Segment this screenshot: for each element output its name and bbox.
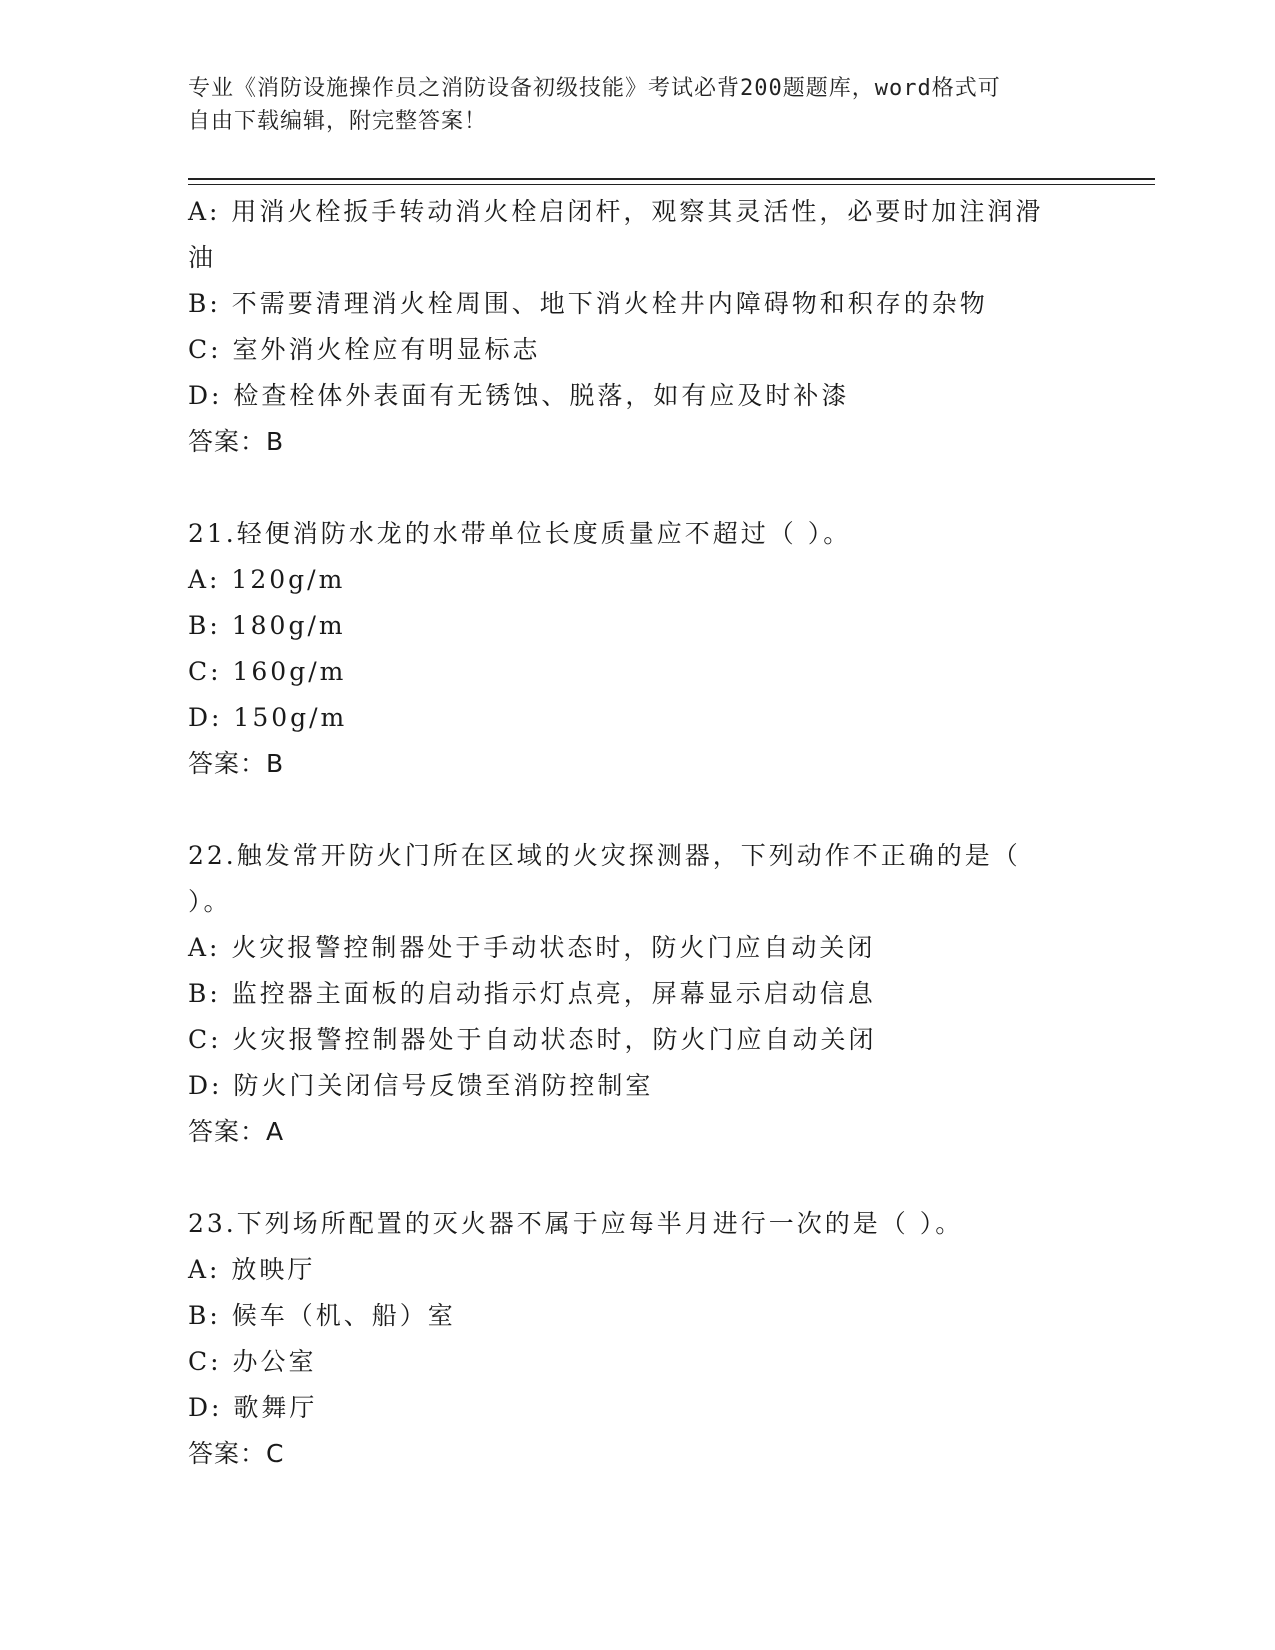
option-a: A: 火灾报警控制器处于手动状态时，防火门应自动关闭	[188, 933, 876, 962]
answer: 答案：C	[188, 1439, 285, 1468]
option-c: C: 160g/m	[188, 657, 347, 686]
spacer	[188, 1155, 1088, 1201]
option-a: A: 放映厅	[188, 1255, 316, 1284]
option-c: C: 火灾报警控制器处于自动状态时，防火门应自动关闭	[188, 1025, 877, 1054]
question-23	[188, 1201, 1088, 1477]
option-a: A: 120g/m	[188, 565, 346, 594]
answer: 答案：A	[188, 1117, 285, 1146]
header-line-2: 自由下载编辑，附完整答案！	[188, 109, 488, 134]
option-b: B: 候车（机、船）室	[188, 1301, 456, 1330]
option-b: B: 监控器主面板的启动指示灯点亮，屏幕显示启动信息	[188, 979, 876, 1008]
question-list	[188, 189, 1088, 1477]
option-d: D: 防火门关闭信号反馈至消防控制室	[188, 1071, 654, 1100]
option-c: C: 办公室	[188, 1347, 317, 1376]
header-line-1: 专业《消防设施操作员之消防设备初级技能》考试必背200题题库，word格式可	[188, 76, 1001, 101]
option-d: D: 150g/m	[188, 703, 348, 732]
spacer	[188, 787, 1088, 833]
option-b: B: 不需要清理消火栓周围、地下消火栓井内障碍物和积存的杂物	[188, 289, 988, 318]
question-text: 23.下列场所配置的灭火器不属于应每半月进行一次的是（ ）。	[188, 1209, 964, 1238]
option-a-line-1: A: 用消火栓扳手转动消火栓启闭杆，观察其灵活性，必要时加注润滑	[188, 197, 1044, 226]
option-a-line-2: 油	[188, 243, 217, 272]
question-20-tail	[188, 189, 1088, 465]
question-22	[188, 833, 1088, 1155]
document-header	[188, 72, 1088, 138]
answer: 答案：B	[188, 749, 285, 778]
option-c: C: 室外消火栓应有明显标志	[188, 335, 541, 364]
spacer	[188, 465, 1088, 511]
header-divider-thin	[188, 184, 1155, 185]
answer: 答案：B	[188, 427, 285, 456]
question-text-line-1: 22.触发常开防火门所在区域的火灾探测器，下列动作不正确的是（	[188, 841, 1021, 870]
question-text: 21.轻便消防水龙的水带单位长度质量应不超过（ ）。	[188, 519, 852, 548]
question-21	[188, 511, 1088, 787]
header-divider-thick	[188, 178, 1155, 180]
option-d: D: 检查栓体外表面有无锈蚀、脱落，如有应及时补漆	[188, 381, 850, 410]
question-text-line-2: ）。	[188, 887, 232, 916]
option-b: B: 180g/m	[188, 611, 346, 640]
option-d: D: 歌舞厅	[188, 1393, 318, 1422]
